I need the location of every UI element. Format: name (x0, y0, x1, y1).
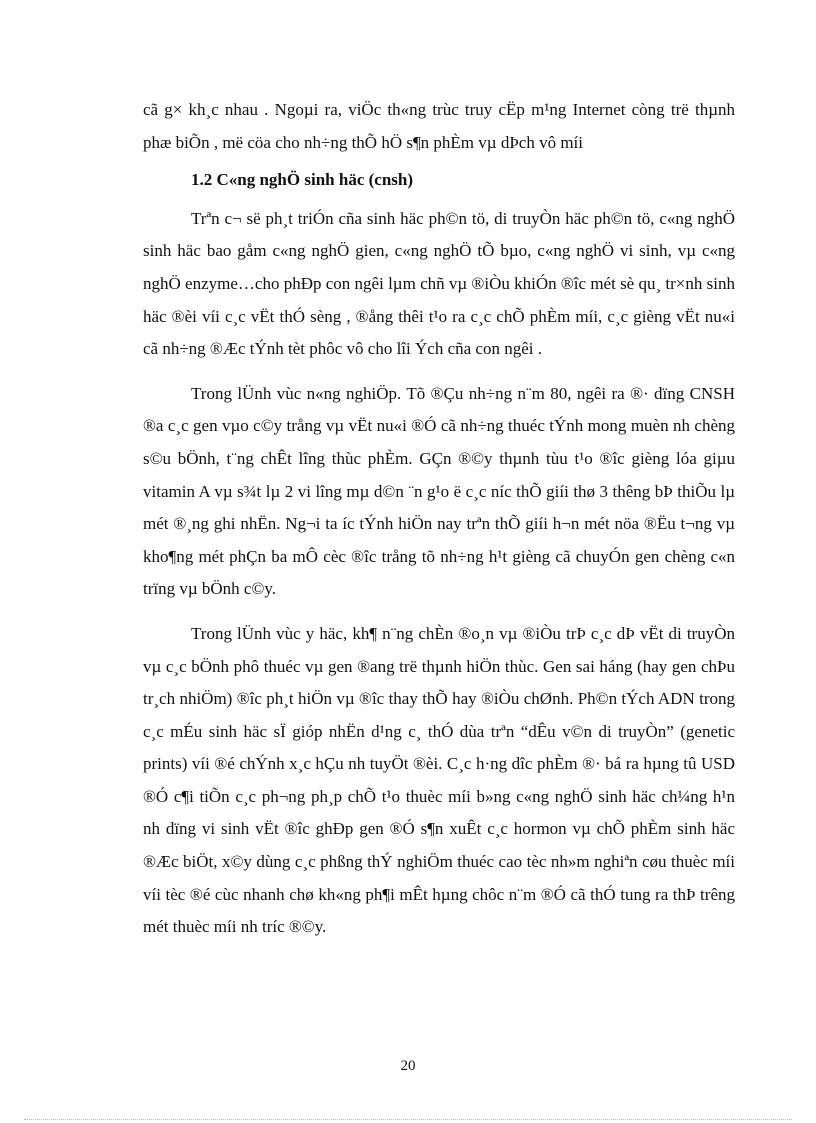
paragraph-biotech-intro: Trªn c¬ së ph¸t triÓn cña sinh häc ph©n tö, di truyÒn häc ph©n tö, c«ng nghÖ sinh häc bao gåm c«ng nghÖ gien, c«ng nghÖ tÕ bµo, c«ng nghÖ vi sinh, vµ c«ng nghÖ enzyme…cho phÐp con ngêi lµm chñ vµ ®iÒu khiÓn ®îc mét sè qu¸ tr×nh sinh häc ®èi víi c¸c vËt thÓ sèng , ®ång thêi t¹o ra c¸c chÕ phÈm míi, c¸c gièng vËt nu«i cã nh÷ng ®Æc tÝnh tèt phôc vô cho lîi Ých cña con ngêi . (143, 208, 735, 359)
paragraph-medicine: Trong lÜnh vùc y häc, kh¶ n¨ng chÈn ®o¸n vµ ®iÒu trÞ c¸c dÞ vËt di truyÒn vµ c¸c bÖnh phô thuéc vµ gen ®ang trë thµnh hiÖn thùc. Gen sai háng (hay gen chÞu tr¸ch nhiÖm) ®îc ph¸t hiÖn vµ ®îc thay thÕ hay ®iÒu chØnh. Ph©n tÝch ADN trong c¸c mÉu sinh häc sÏ gióp nhËn d¹ng c¸ thÓ dùa trªn “dÊu v©n di truyÒn” (genetic prints) víi ®é chÝnh x¸c hÇu nh tuyÖt ®èi. C¸c h·ng dîc phÈm ®· bá ra hµng tû USD ®Ó c¶i tiÕn c¸c ph¬ng ph¸p chÕ t¹o thuèc míi b»ng c«ng nghÖ sinh häc ch¼ng h¹n nh dïng vi sinh vËt ®îc ghÐp gen ®Ó s¶n xuÊt c¸c hormon vµ chÕ phÈm sinh häc ®Æc biÖt, x©y dùng c¸c phßng thÝ nghiÖm thuéc cao tèc nh»m nghiªn cøu thuèc míi víi tèc ®é cùc nhanh chø kh«ng ph¶i mÊt hµng chôc n¨m ®Ó cã thÓ tung ra thÞ trêng mét thuèc míi nh tríc ®©y. (143, 623, 735, 937)
paragraph-agriculture: Trong lÜnh vùc n«ng nghiÖp. Tõ ®Çu nh÷ng n¨m 80, ngêi ra ®· dïng CNSH ®a c¸c gen vµo c©y trång vµ vËt nu«i ®Ó cã nh÷ng thuéc tÝnh mong muèn nh chèng s©u bÖnh, t¨ng chÊt lîng thùc phÈm. GÇn ®©y thµnh tùu t¹o ®îc gièng lóa giµu vitamin A vµ s¾t lµ 2 vi lîng mµ d©n ¨n g¹o ë c¸c níc thÕ giíi thø 3 thêng bÞ thiÕu lµ mét ®¸ng ghi nhËn. Ng¬i ta íc tÝnh hiÖn nay trªn thÕ giíi h¬n mét nöa ®Ëu t¬ng vµ kho¶ng mét phÇn ba mÔ cèc ®îc trång tõ nh÷ng h¹t gièng cã chuyÓn gen chèng c«n trïng vµ bÖnh c©y. (143, 383, 735, 599)
paragraph-continued: cã g× kh¸c nhau . Ngoµi ra, viÖc th«ng trùc truy cËp m¹ng Internet còng trë thµnh phæ biÕn , më cöa cho nh÷ng thÕ hÖ s¶n phÈm vµ dÞch vô míi (143, 100, 735, 152)
page-number: 20 (400, 1058, 416, 1074)
page-bottom-divider (24, 1119, 792, 1120)
body-text (143, 94, 735, 944)
section-heading: 1.2 C«ng nghÖ sinh häc (cnsh) (191, 170, 414, 190)
